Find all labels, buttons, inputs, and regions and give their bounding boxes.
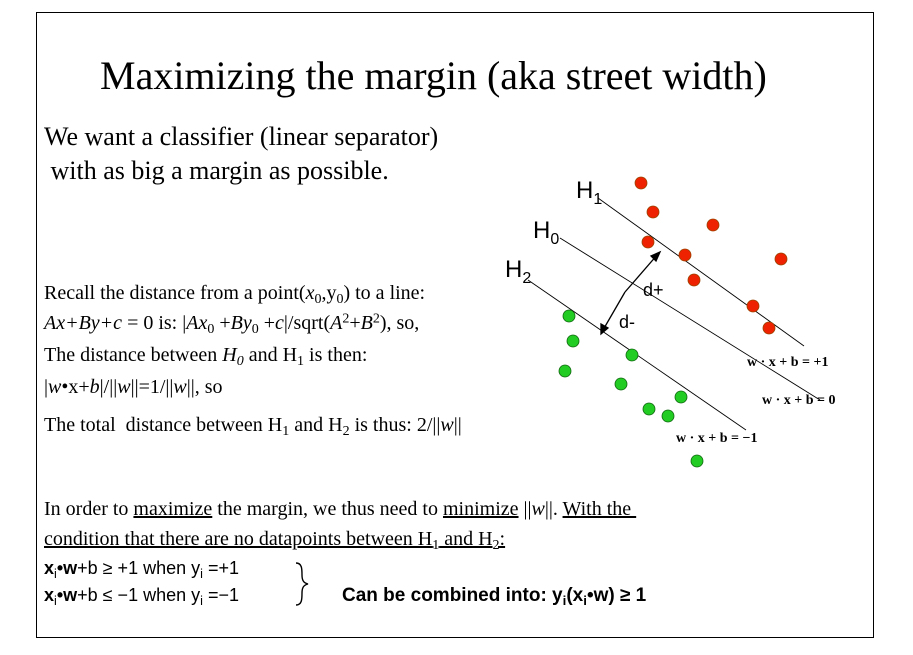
red-point [647,206,659,218]
equation-minus-one: w · x + b = −1 [676,431,758,446]
red-point [635,177,647,189]
red-point [679,249,691,261]
green-point [662,410,674,422]
intro-line-1: We want a classifier (linear separator) [44,122,439,151]
slide-title: Maximizing the margin (aka street width) [100,53,767,98]
red-point [707,219,719,231]
recall-line-1: Recall the distance from a $point(x_0,y_0)$ to a line: [44,282,426,308]
green-point [563,310,575,322]
combined-constraint: Can be combined into: $y_i(x_i•w) \ge 1$ [342,585,647,608]
recall-line-4: |w•x+b|/||w||=1/||w||, so [44,376,223,398]
label-d-plus: d+ [643,280,664,300]
conclusion-line-1: In order to maximize the margin, we thus need to minimize ||w||. With the [44,498,637,520]
label-h0: $H_0$ [533,217,560,248]
recall-line-5: The total distance between $H_1$ and $H_2$ is thus: 2/||w|| [44,414,462,440]
equation-plus-one: w · x + b = +1 [747,355,829,370]
green-point [559,365,571,377]
constraint-negative: $x_i•w+b \le -1$ when $y_i =-1$ [44,585,239,608]
equation-zero: w · x + b = 0 [762,393,836,408]
green-point [675,391,687,403]
red-point [763,322,775,334]
green-point [615,378,627,390]
intro-line-2: with as big a margin as possible. [44,156,389,185]
label-d-minus: d- [619,312,636,332]
red-point [688,274,700,286]
conclusion-line-2: condition that there are no datapoints between $H_1$ and $H_2$: [44,528,506,554]
green-point [691,455,703,467]
red-point [642,236,654,248]
red-point [747,300,759,312]
green-point [567,335,579,347]
recall-line-2: Ax+By+c = 0 is: $|Ax_0 +By_0$ $+c|/sqrt(A^2+B^2)$, so, [44,311,420,338]
recall-line-3: The distance between $H_0$ and $H_1$ is then: [44,344,368,370]
label-h2: $H_2$ [505,256,532,287]
constraint-positive: $x_i•w+b \ge +1$ when $y_i =+1$ [44,558,239,581]
green-point [626,349,638,361]
red-point [775,253,787,265]
green-point [643,403,655,415]
label-h1: $H_1$ [576,177,603,208]
